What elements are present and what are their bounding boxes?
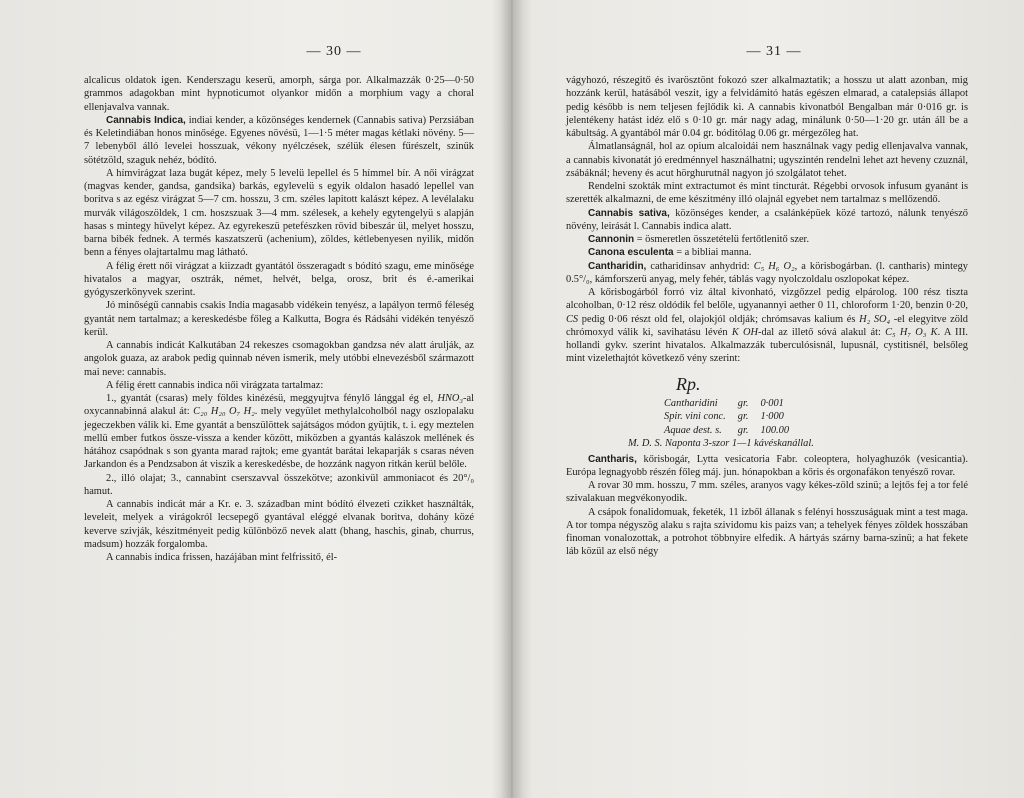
- paragraph: [84, 498, 474, 551]
- paragraph: [84, 551, 474, 564]
- entry-heading: Cannonin: [588, 234, 635, 245]
- right-page-text: [566, 74, 968, 366]
- paragraph: [84, 392, 474, 472]
- prescription-amount: 100.00: [760, 424, 790, 436]
- paragraph-text: A cannabis indicát már a Kr. e. 3. században mint bódító élvezeti czikket használták, leveleit, melyek a virágokról lecsepegő gyantával eléggé elvanak boritva, dohány közé keverve szivják, készitményeit pedig különböző nevek alatt (bhang, haschis, ginab, churrus, madsum) hozzák forgalomba.: [84, 499, 474, 550]
- page-number-left: — 30 —: [306, 44, 362, 59]
- entry-heading: Cannabis sativa,: [588, 207, 670, 219]
- prescription-unit: gr.: [737, 411, 749, 422]
- paragraph-text: Rendelni szokták mint extractumot és mint tincturát. Régebbi orvosok infusum gyanánt is szerették alkalmazni, de eme készitmény illó olajnál egyebet nem tartalmaz s mellőzendő.: [566, 181, 968, 206]
- paragraph: [566, 260, 968, 287]
- paragraph: [566, 506, 968, 559]
- paragraph: [84, 74, 474, 114]
- prescription-amount: 0·001: [760, 397, 784, 409]
- paragraph-text: A kőrisbogárból forró viz által kivonható, vizgőzzel pedig elpárolog. 100 rész tiszta alcoholban, 0·12 rész oldódik fel belőle, ugyanannyi aether 0 11, chloroform 1·20, benzin 0·20,: [566, 287, 968, 312]
- paragraph-text: = ösmeretlen összetételü fertőtlenitő szer.: [634, 234, 810, 245]
- paragraph-text: -el elegyitve zöld chrómoxyd válik ki, savihatásu lévén: [566, 313, 968, 338]
- prescription-name: Cantharidini: [664, 397, 718, 409]
- entry-heading: Cantharis,: [588, 453, 637, 465]
- paragraph-text: A félig érett női virágzat a kiizzadt gyantától összeragadt s bódító szagu, eme minősége hivatalos a magyar, osztrák, német, helvét, belga, orosz, brit és é.-amerikai gyógyszerkönyvek szerint.: [84, 260, 474, 298]
- chemical-formula: H₂ SO₄: [859, 313, 891, 325]
- paragraph: [84, 299, 474, 339]
- chemical-formula: C₅ H₆ O₂: [753, 260, 795, 272]
- prescription-signature: M. D. S. Naponta 3-szor 1—1 kávéskanállal.: [628, 438, 814, 449]
- prescription-name: Aquae dest. s.: [664, 424, 722, 436]
- right-page: [512, 0, 1024, 798]
- prescription-unit: gr.: [737, 424, 749, 436]
- paragraph-text: , a körisbogárban. (l. cantharis) mintegy 0.5°/₀, kámforszerü anyag, mely fehér, táblás vagy nyolczoldalu oszlopokat képez.: [566, 260, 969, 285]
- paragraph: [566, 180, 968, 207]
- entry-heading: Cantharidin,: [588, 260, 647, 272]
- paragraph: [566, 246, 968, 259]
- paragraph: [84, 260, 474, 300]
- page-number-right: — 31 —: [746, 44, 802, 59]
- prescription-row: [664, 397, 801, 411]
- paragraph-text: . A III. hollandi gykv. szerint hivatalos. Alkalmazzák tuberculósisnál, lupusnál, cystitisnél, belsőleg mint vizelethajtót következő vény szerint:: [566, 326, 968, 365]
- paragraph-text: catharidinsav anhydrid:: [646, 260, 754, 272]
- prescription-table: [664, 397, 801, 438]
- paragraph-text: közönséges kender, a csalánképüek közé tartozó, nálunk tenyésző növény, leirását l. Cannabis indica alatt.: [566, 207, 969, 232]
- paragraph: [566, 74, 968, 140]
- paragraph-text: -dal az illető sóvá alakul át:: [758, 326, 886, 338]
- chemical-formula: HNO₃: [437, 393, 464, 404]
- chemical-formula: C₅ H₇ O₃ K: [885, 326, 938, 338]
- paragraph: [566, 207, 968, 234]
- chemical-formula: K OH: [731, 326, 759, 338]
- paragraph-text: 2., illó olajat; 3., cannabint cserszavval összekötve; azonkivül ammoniacot és 20°/₀ hamut.: [84, 472, 474, 497]
- paragraph: [566, 286, 968, 366]
- paragraph-text: A félig érett cannabis indica női virágzata tartalmaz:: [106, 379, 324, 391]
- paragraph: [84, 472, 474, 499]
- chemical-formula: CS: [566, 313, 579, 325]
- paragraph-text: A cannabis indicát Kalkutában 24 rekeszes csomagokban gandzsa név alatt árulják, az angolok guaza, az arabok pedig quinnab néven ismerik, mely utóbbi elnevezésből származott mai neve: cannabis.: [84, 340, 474, 378]
- paragraph-text: 1., gyantát (csaras) mely földes kinézésü, meggyujtva fénylő lánggal ég el,: [106, 393, 438, 404]
- right-page-text-after: [566, 453, 968, 559]
- paragraph-text: . mely vegyület methylalcoholból nagy oszlopalaku jegeczekben válik ki. Eme gyantát a benszülöttek sajátságos módon gyüjtik, t. i. egy meztelen mellü ember futkos össze-vissza a kender között, miközben a gyantás kalászok mellének és hátához csapódnak s son gyanta marad rajtok; eme gyantát barátai lekaparják s csaras néven Jarkandon és a Pendzsabon át viszik a kereskedésbe, de hozzánk nagyon ritkán kerül belőle.: [84, 406, 474, 471]
- paragraph-text: A cannabis indica frissen, hazájában mint felfrissitő, él-: [106, 552, 338, 563]
- paragraph-text: pedig 0·06 részt old fel, olajokjól oldják; chrómsavas kalium és: [578, 313, 860, 325]
- entry-heading: Canona esculenta: [588, 247, 674, 259]
- paragraph-text: A hímvirágzat laza bugát képez, mely 5 levelü lepellel és 5 hímmel bír. A női virágzat (magvas kender, gandsa, gandsika) barkás, egylevelü s egyik oldalon hasadó lepellel van boritva s az egész virágzat 5—7 cm. hosszu, 3 cm. széles lapitott kalászt képez. A levélalaku murvák világoszöldek, 1 cm. hoszszuak 3—4 mm. szélesek, a kehely egytengelyü s alapján hasas s mintegy hüvelyt képez. Az egyrekeszü petefészken rövid bibeszár ül, melyet hosszu, barna bibék fednek. A termés kaszatszerü (achenium), zöldes, kétlebenyesen nyilik, midőn benn a fényes olajtartalmu mag látható.: [84, 167, 474, 259]
- paragraph: [84, 167, 474, 260]
- paragraph: [566, 140, 968, 180]
- paragraph-text: A csápok fonalidomuak, feketék, 11 izből állanak s felényi hosszuságuak mint a test maga. A tor tompa négyszög alaku s rajta szividomu kis paizs van; a tehelyek fényes zöldek hosszában finoman vonalozottak, a potrohot többnyire elfedik. A hártyás szárny barna-szinü; a hat fekete láb közül az első négy: [566, 506, 968, 558]
- paragraph-text: -al oxycannabinná alakul át:: [84, 393, 474, 418]
- paragraph-text: A rovar 30 mm. hosszu, 7 mm. széles, aranyos vagy kékes-zöld szinü; a lejtős fej a tor felé szivalakuan megvékonyodik.: [566, 480, 968, 505]
- entry-heading: Cannabis Indica,: [106, 114, 186, 126]
- prescription-amount: 1·000: [760, 411, 784, 422]
- chemical-formula: C₂₀ H₂₀ O₇ H₂: [193, 406, 255, 418]
- prescription-row: [664, 410, 801, 424]
- left-page-text: [84, 74, 474, 564]
- prescription-heading: Rp.: [676, 373, 701, 394]
- paragraph-text: Álmatlanságnál, hol az opium alcaloidái nem használnak vagy pedig ellenjavalva vannak, a cannabis kivonatát jó eredménnyel használhatni; ugyszintén rendelni lehet azt heveny czuznál, zsábáknál; heveny és acut hörghurutnál nagyon jó szolgálatot tehet.: [566, 141, 968, 179]
- prescription-unit: gr.: [737, 397, 749, 409]
- paragraph: [84, 339, 474, 379]
- prescription-row: [664, 424, 801, 438]
- prescription-name: Spir. vini conc.: [664, 411, 726, 422]
- paragraph-text: Jó minőségű cannabis csakis India magasabb vidékein tenyész, a lapályon termő féleség gyantát nem tartalmaz; a kereskedésbe főleg a Kalkutta, Bogra és Rádsáhi vidékén tenyésző kerül.: [84, 300, 474, 338]
- paragraph-text: indiai kender, a közönséges kendernek (Cannabis sativa) Perzsiában és Keletindiában honos minősége. Egyenes növésü, 1—1·5 méter magas kétlaki növény. 5—7 lebenyből álló levelei hosszuak, vékony nyélczések, szélük élesen fűrészelt, szinük sötétzöld, szaguk nehéz, bódító.: [84, 114, 475, 166]
- paragraph: [566, 479, 968, 506]
- paragraph-text: vágyhozó, részegitő és ivarösztönt fokozó szer alkalmaztatik; a hosszu ut alatt azonban, mig hozzánk kerül, hatásából veszit, igy a felvidámitó hatás egészen elmarad, a catalepsiás állapot pedig később is nem teljesen fejlődik ki. A cannabis kivonatból Bengalban már 0·016 gr. is jelentékeny hatást idéz elő s 0·10 gr. már nagy adag, minálunk 0·50—1·20 gr. után áll be a kábultság. A gyantából már 0.04 gr. bóditólag 0.06 gr. mérgezőleg hat.: [566, 75, 968, 139]
- paragraph: [84, 379, 474, 392]
- paragraph: [566, 233, 968, 246]
- paragraph-text: alcalicus oldatok igen. Kenderszagu keserü, amorph, sárga por. Alkalmazzák 0·25—0·50 grammos adagokban mint hypnoticumot olyankor midőn a morphium vagy a choral ellenjavalva vannak.: [84, 75, 474, 113]
- paragraph-text: = a bibliai manna.: [673, 247, 752, 259]
- paragraph: [84, 114, 474, 167]
- paragraph: [566, 453, 968, 480]
- paragraph-text: kőrisbogár, Lytta vesicatoria Fabr. coleoptera, holyaghuzók (vesicantia). Európa legnagyobb részén főleg máj. jun. hónapokban a kőris és orgonafákon tenyésző rovar.: [566, 453, 968, 478]
